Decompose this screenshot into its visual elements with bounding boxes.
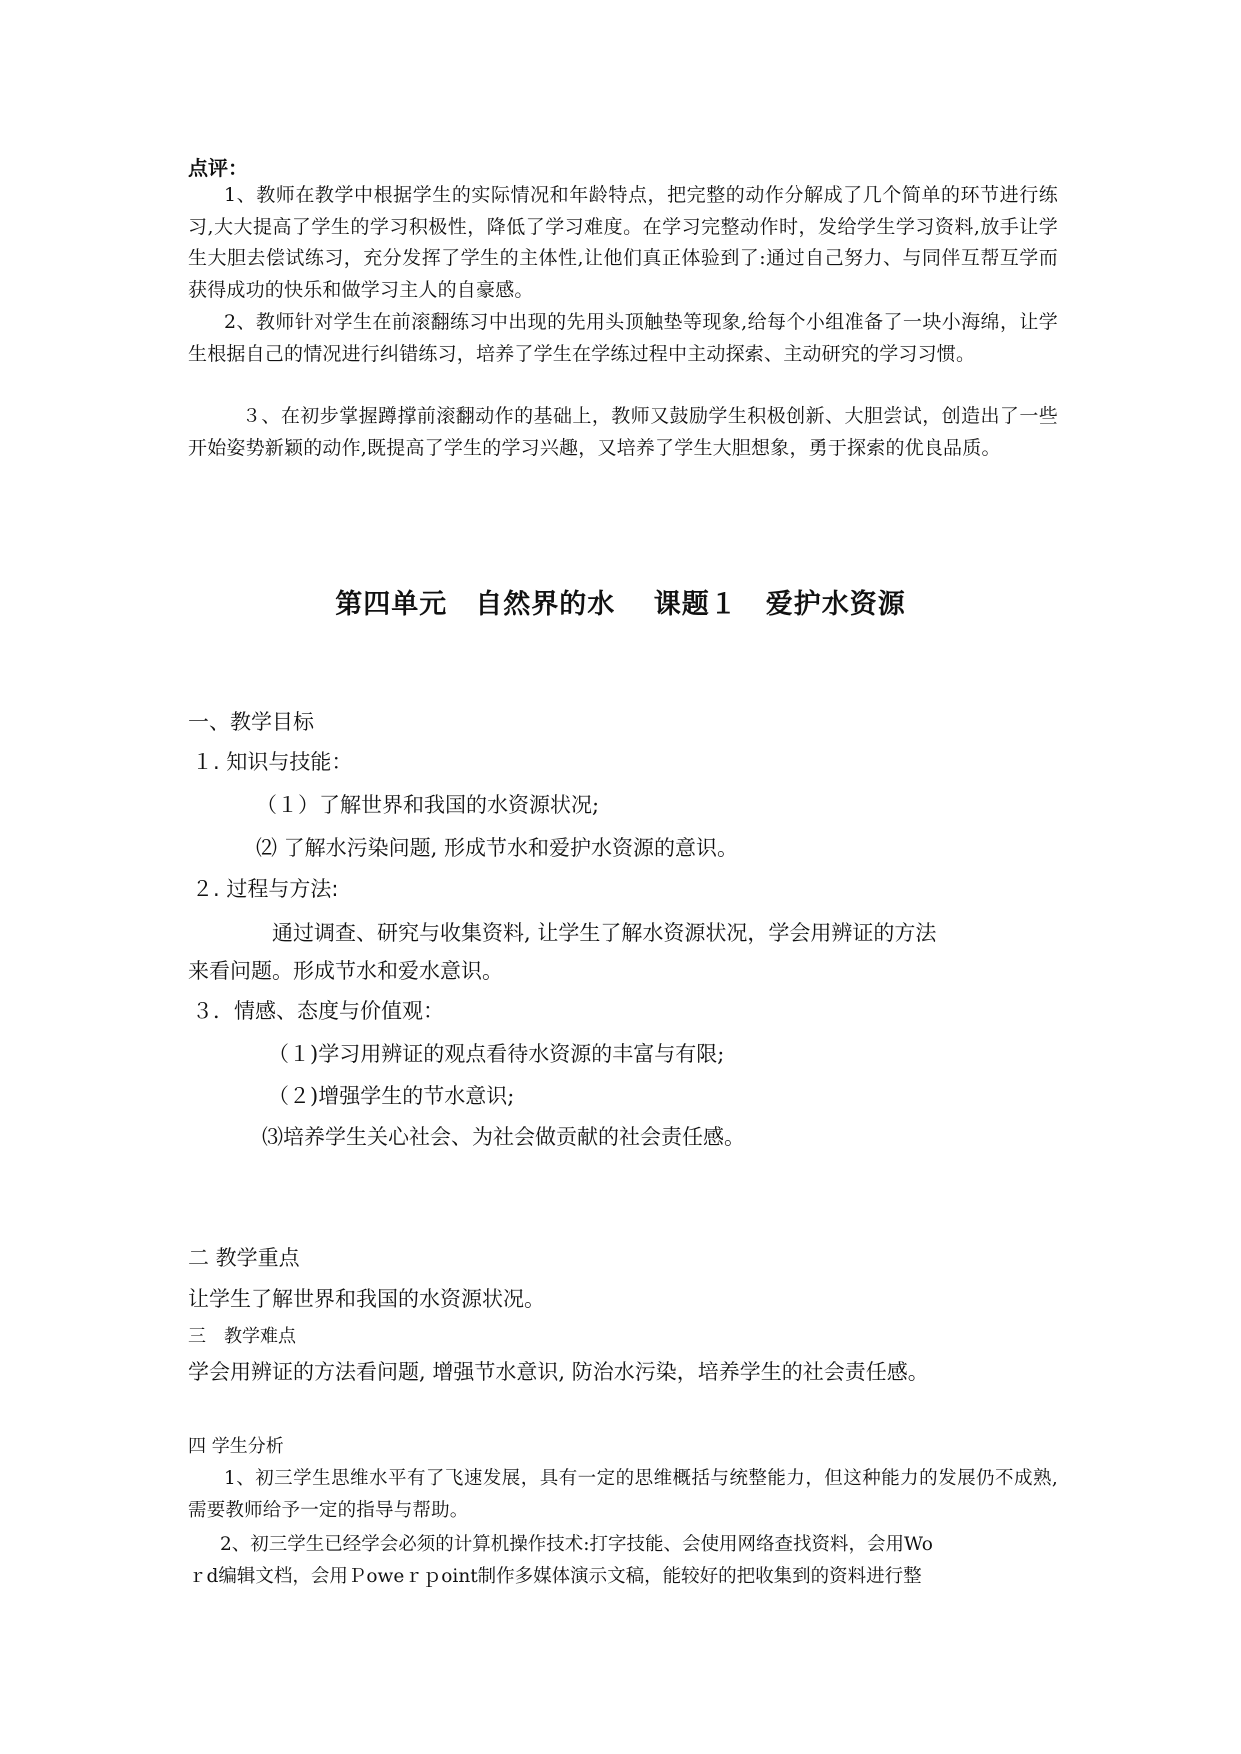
knowledge-item-1: （１）了解世界和我国的水资源状况; [256, 793, 600, 817]
difficulty-heading: 三 教学难点 [188, 1326, 296, 1347]
review-paragraph-2: 2、教师针对学生在前滚翻练习中出现的先用头顶触垫等现象,给每个小组准备了一块小海绵，让学生根据自己的情况进行纠错练习，培养了学生在学练过程中主动探索、主动研究的学习习惯。 [188, 311, 1058, 365]
review-paragraph-1: 1、教师在教学中根据学生的实际情况和年龄特点，把完整的动作分解成了几个简单的环节进行练习,大大提高了学生的学习积极性，降低了学习难度。在学习完整动作时，发给学生学习资料,放手让学生大胆去偿试练习，充分发挥了学生的主体性,让他们真正体验到了:通过自己努力、与同伴互帮互学而获得成功的快乐和做学习主人的自豪感。 [188, 184, 1058, 301]
emotion-item-1: （１)学习用辨证的观点看待水资源的丰富与有限; [268, 1042, 725, 1066]
key-point-text: 让学生了解世界和我国的水资源状况。 [188, 1287, 545, 1311]
emotion-heading: ３．情感、态度与价值观： [192, 999, 444, 1023]
unit-title: 第四单元 自然界的水 课题１ 爱护水资源 [335, 589, 906, 620]
analysis-paragraph-1: 1、初三学生思维水平有了飞速发展，具有一定的思维概括与统整能力，但这种能力的发展仍不成熟,需要教师给予一定的指导与帮助。 [188, 1468, 1058, 1521]
analysis-paragraph-2-line-2: ｒd编辑文档，会用Ｐoweｒｐoint制作多媒体演示文稿，能较好的把收集到的资料进行整 [188, 1566, 922, 1587]
process-text-line-1: 通过调查、研究与收集资料, 让学生了解水资源状况，学会用辨证的方法 [272, 921, 937, 945]
process-heading: ２. 过程与方法: [192, 877, 339, 901]
review-paragraph-3: ３、在初步掌握蹲撑前滚翻动作的基础上，教师又鼓励学生积极创新、大胆尝试，创造出了一些开始姿势新颖的动作,既提高了学生的学习兴趣，又培养了学生大胆想象，勇于探索的优良品质。 [188, 405, 1058, 459]
analysis-heading: 四 学生分析 [188, 1436, 284, 1457]
emotion-item-2: （２)增强学生的节水意识; [268, 1084, 515, 1108]
knowledge-heading: １. 知识与技能： [192, 750, 353, 774]
process-text-line-2: 来看问题。形成节水和爱水意识。 [188, 959, 503, 983]
review-title: 点评： [188, 156, 248, 180]
knowledge-item-2: ⑵ 了解水污染问题, 形成节水和爱护水资源的意识。 [256, 836, 739, 860]
difficulty-text: 学会用辨证的方法看问题, 增强节水意识, 防治水污染，培养学生的社会责任感。 [188, 1360, 929, 1384]
objectives-heading: 一、教学目标 [188, 710, 314, 734]
key-point-heading: 二 教学重点 [188, 1246, 300, 1270]
emotion-item-3: ⑶培养学生关心社会、为社会做贡献的社会责任感。 [262, 1125, 745, 1149]
analysis-paragraph-2-line-1: 2、初三学生已经学会必须的计算机操作技术:打字技能、会使用网络查找资料，会用Wo [220, 1534, 933, 1555]
